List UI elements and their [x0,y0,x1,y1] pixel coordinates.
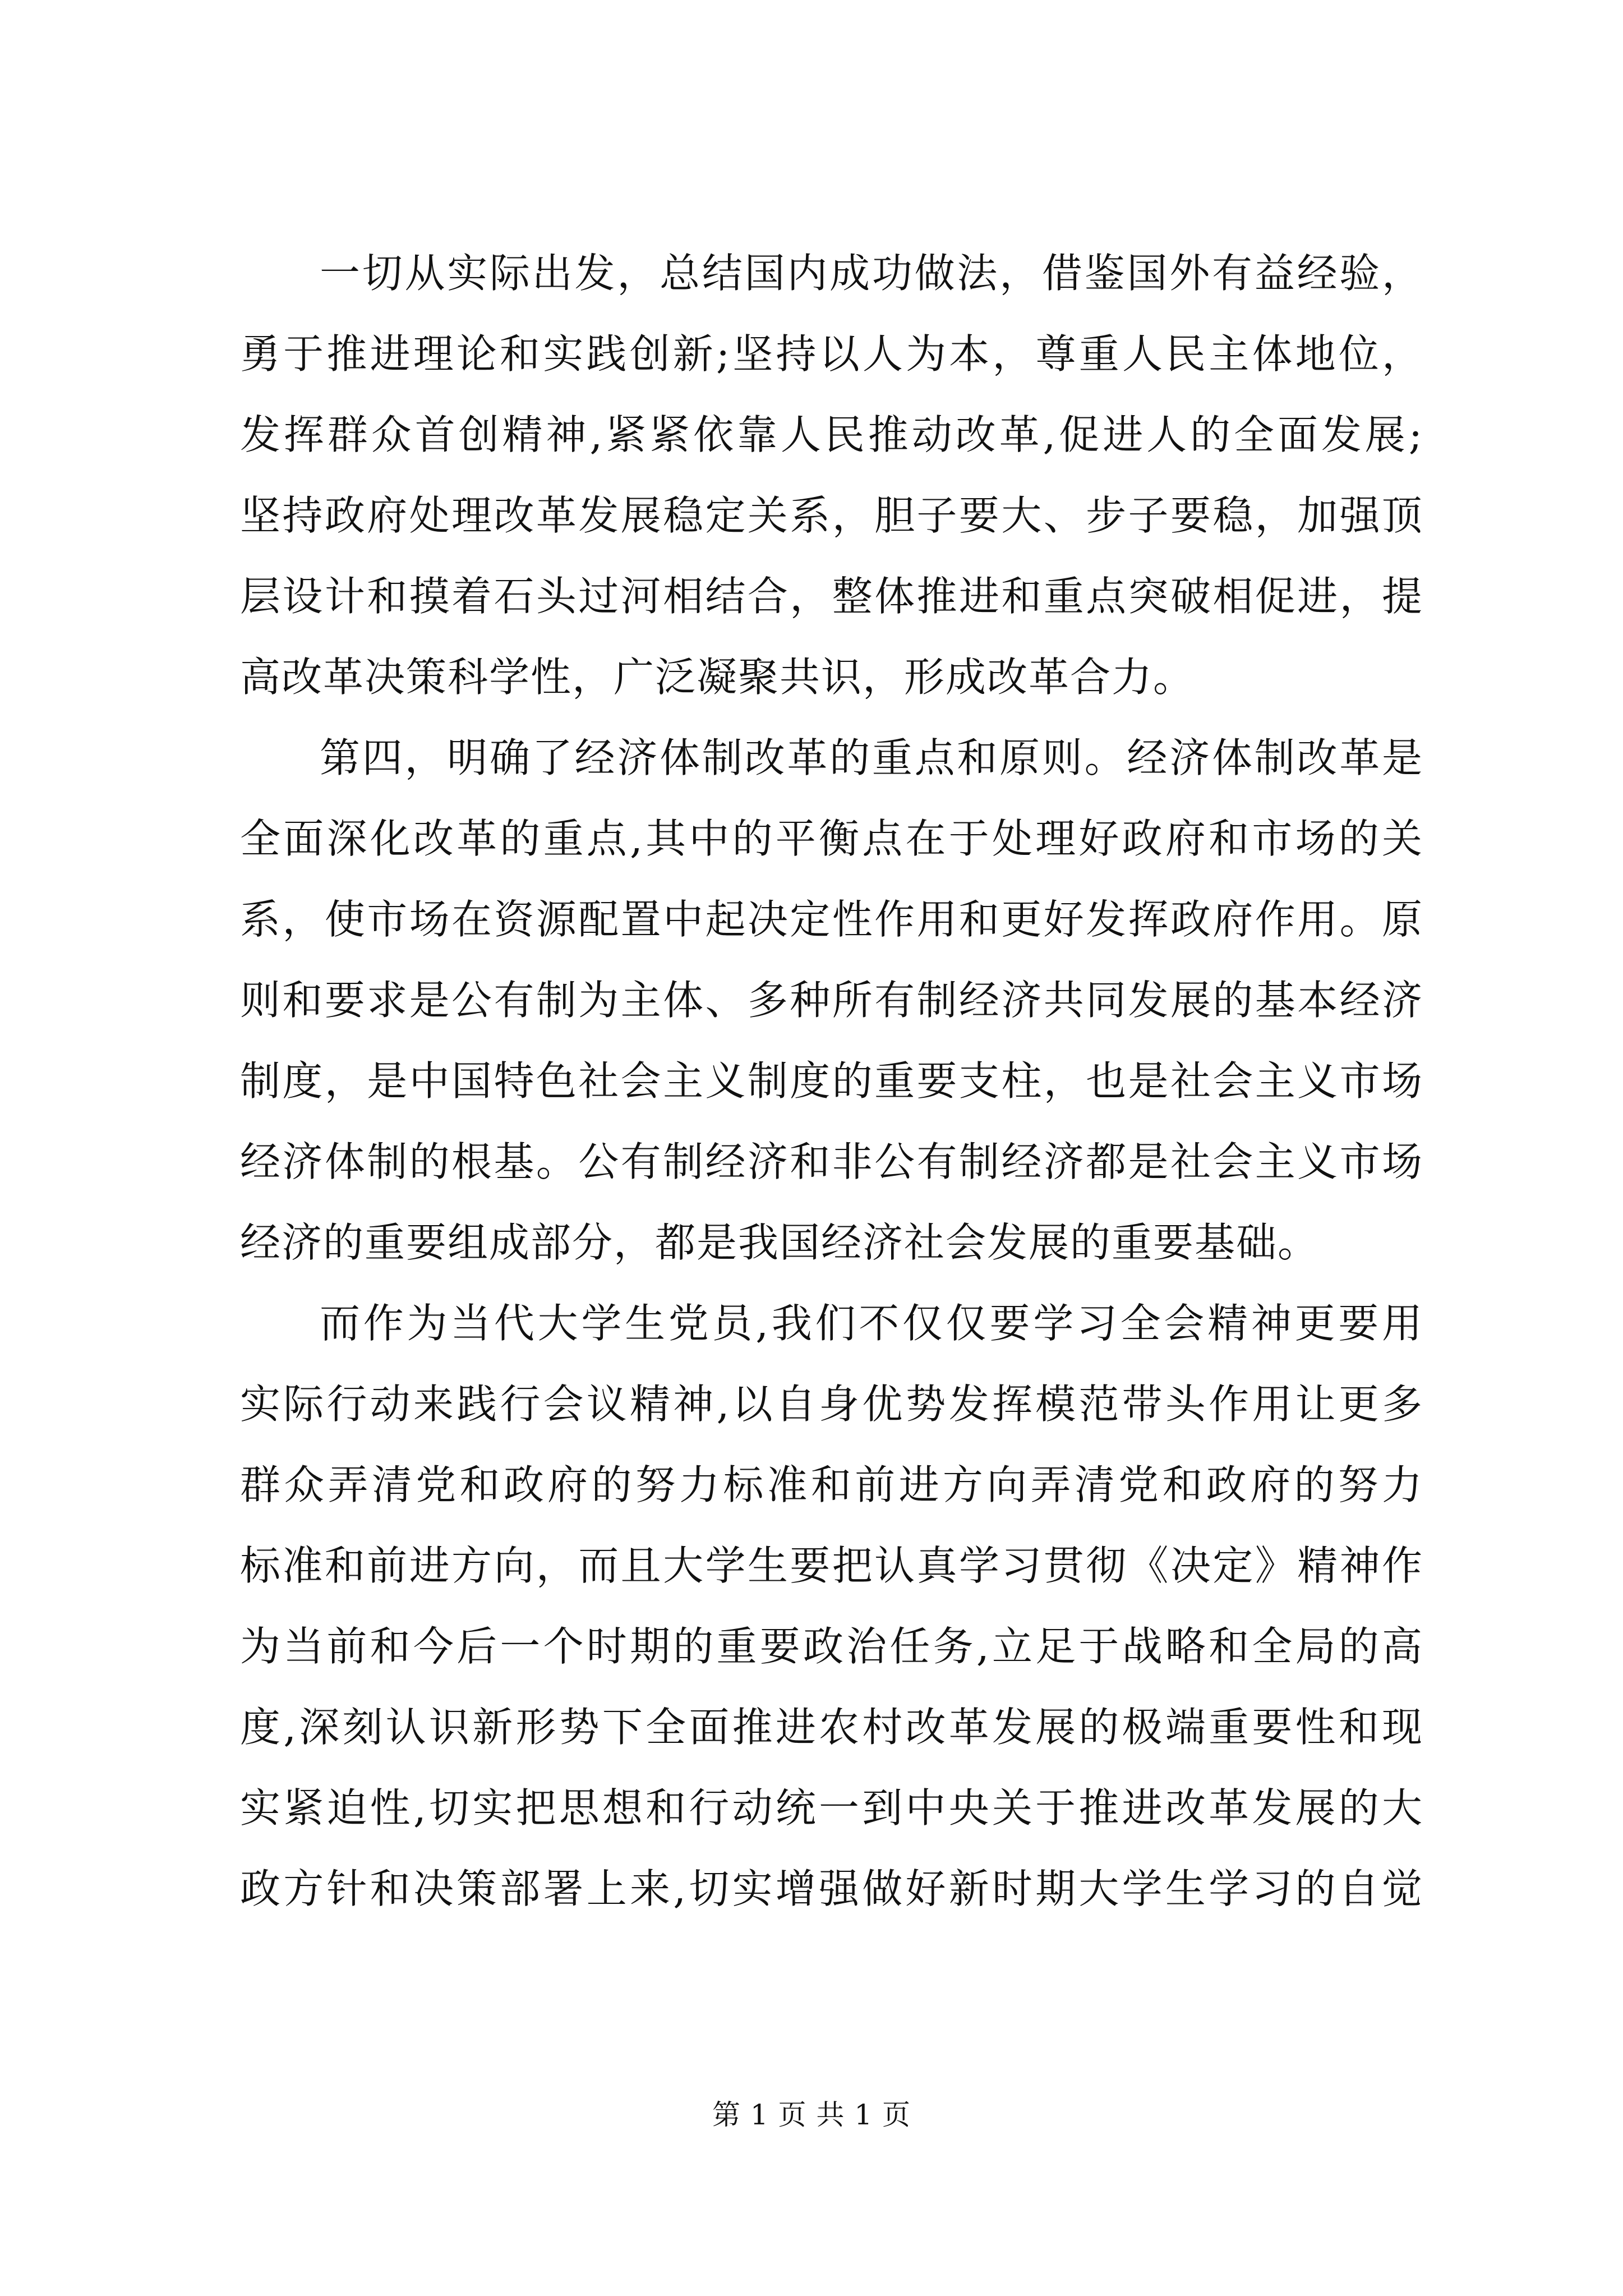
text-line: 系，使市场在资源配置中起决定性作用和更好发挥政府作用。原 [240,896,1423,943]
text-line: 政方针和决策部署上来,切实增强做好新时期大学生学习的自觉 [240,1865,1423,1912]
text-line: 第四，明确了经济体制改革的重点和原则。经济体制改革是 [320,734,1423,781]
text-line: 层设计和摸着石头过河相结合，整体推进和重点突破相促进，提 [240,573,1423,620]
text-line: 实际行动来践行会议精神,以自身优势发挥模范带头作用让更多 [240,1381,1423,1428]
text-line: 制度，是中国特色社会主义制度的重要支柱，也是社会主义市场 [240,1057,1423,1105]
text-line: 勇于推进理论和实践创新;坚持以人为本，尊重人民主体地位， [240,330,1423,378]
document-body [240,233,1423,1929]
text-line: 高改革决策科学性，广泛凝聚共识，形成改革合力。 [240,654,1195,701]
text-line: 群众弄清党和政府的努力标准和前进方向弄清党和政府的努力 [240,1461,1423,1508]
text-line: 经济的重要组成部分，都是我国经济社会发展的重要基础。 [240,1219,1320,1266]
text-line: 经济体制的根基。公有制经济和非公有制经济都是社会主义市场 [240,1138,1423,1185]
text-line: 一切从实际出发，总结国内成功做法，借鉴国外有益经验， [320,250,1423,297]
text-line: 标准和前进方向，而且大学生要把认真学习贯彻《决定》精神作 [240,1542,1423,1589]
text-line: 而作为当代大学生党员,我们不仅仅要学习全会精神更要用 [320,1300,1423,1347]
text-line: 则和要求是公有制为主体、多种所有制经济共同发展的基本经济 [240,977,1423,1024]
text-line: 实紧迫性,切实把思想和行动统一到中央关于推进改革发展的大 [240,1784,1423,1832]
page-footer: 第 1 页 共 1 页 [712,2099,911,2131]
text-line: 为当前和今后一个时期的重要政治任务,立足于战略和全局的高 [240,1623,1423,1670]
text-line: 全面深化改革的重点,其中的平衡点在于处理好政府和市场的关 [240,815,1423,862]
text-line: 发挥群众首创精神,紧紧依靠人民推动改革,促进人的全面发展; [240,411,1423,458]
text-line: 坚持政府处理改革发展稳定关系，胆子要大、步子要稳，加强顶 [240,492,1423,539]
text-line: 度,深刻认识新形势下全面推进农村改革发展的极端重要性和现 [240,1704,1423,1751]
